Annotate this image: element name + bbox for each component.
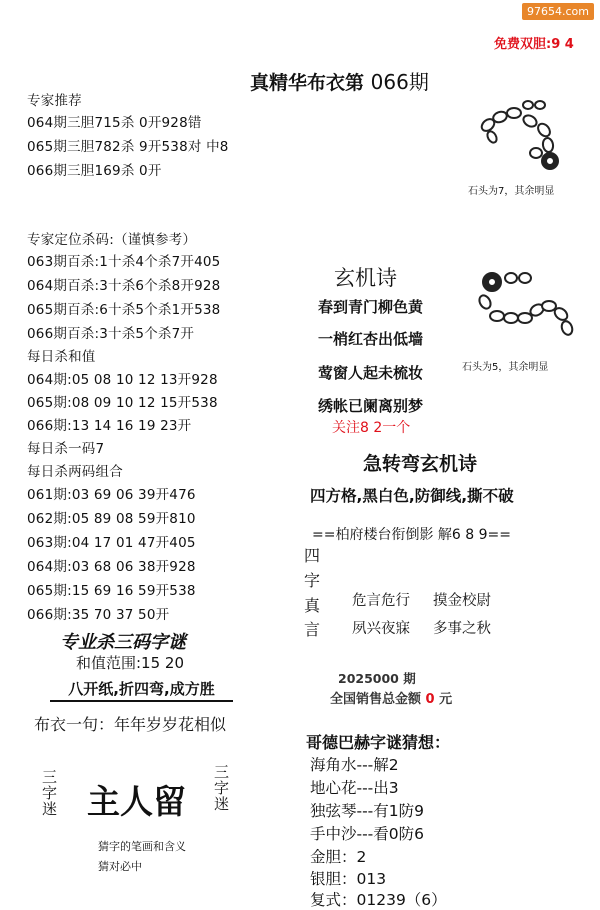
three-word-left-char: 字 [42,783,58,802]
three-word-right-char: 三 [214,763,230,781]
three-word-right [214,765,229,812]
three-word-left-char: 迷 [42,799,58,818]
poem-attention: 关注8 2一个 [332,420,411,436]
poem-line: 绣帐已阑离别梦 [318,397,424,415]
position-kill-line: 065期百杀:6十杀5个杀1开538 [27,302,221,318]
daily-two-line: 066期:35 70 37 50开 [27,607,170,623]
daily-two-heading: 每日杀两码组合 [27,464,123,480]
stone-chain-bottom-image [475,268,580,348]
daily-sum-line: 065期:08 09 10 12 15开538 [27,395,218,411]
sharp-turn-hint: ==柏府楼台衔倒影 解6 8 9== [312,527,511,543]
sales-total-prefix: 全国销售总金额 [330,692,422,707]
position-kill-line: 066期百杀:3十杀5个杀7开 [27,326,195,342]
expert-line: 066期三胆169杀 0开 [27,163,162,179]
four-words-item: 摸金校尉 [433,593,491,609]
four-words-label-char: 真 [304,595,321,615]
stone-caption-top: 石头为7，其余明显 [468,186,555,197]
expert-heading: 专家推荐 [27,93,82,109]
poem-line: 莺窗人起未梳妆 [318,364,424,382]
sales-issue: 2025000 期 [338,671,416,686]
goldbach-line: 复式：01239（6） [310,891,447,909]
position-kill-line: 064期百杀:3十杀6个杀8开928 [27,278,221,294]
four-words-item: 危言危行 [352,593,410,609]
daily-sum-line: 066期:13 14 16 19 23开 [27,418,192,434]
daily-sum-line: 064期:05 08 10 12 13开928 [27,372,218,388]
sharp-turn-line: 四方格,黑白色,防御线,撕不破 [310,487,514,505]
three-word-main: 主人留 [87,782,186,821]
three-word-left-char: 三 [42,768,58,786]
page-title [250,66,429,95]
daily-one: 每日杀一码7 [27,441,105,457]
title-issue: 066期 [370,70,429,94]
three-word-right-char: 字 [214,778,230,797]
four-words-label-char: 字 [304,570,321,590]
four-words-label-char: 言 [304,620,321,640]
four-words-item: 夙兴夜寐 [352,621,410,637]
goldbach-title: 哥德巴赫字谜猜想： [306,733,451,752]
buyi-sentence: 布衣一句：年年岁岁花相似 [34,715,227,734]
position-kill-heading: 专家定位杀码:（谨慎参考） [27,232,197,248]
goldbach-line: 海角水---解2 [310,756,399,774]
expert-line: 064期三胆715杀 0开928错 [27,115,202,131]
sales-total [330,688,452,707]
three-word-hint: 猜对必中 [98,860,142,873]
daily-two-line: 061期:03 69 06 39开476 [27,487,196,503]
sales-total-value: 0 [425,692,435,707]
daily-two-line: 065期:15 69 16 59开538 [27,583,196,599]
daily-two-line: 063期:04 17 01 47开405 [27,535,196,551]
daily-two-line: 064期:03 68 06 38开928 [27,559,196,575]
sales-total-suffix: 元 [439,692,453,707]
goldbach-line: 手中沙---看0防6 [310,825,425,843]
expert-line: 065期三胆782杀 9开538对 中8 [27,139,229,155]
position-kill-line: 063期百杀:1十杀4个杀7开405 [27,254,221,270]
title-main: 真精华布衣第 [250,72,365,94]
daily-sum-heading: 每日杀和值 [27,349,96,365]
poem-line: 一梢红杏出低墙 [318,330,424,348]
free-pair: 免费双胆:9 4 [494,37,574,52]
riddle3-phrase: 八开纸,折四弯,成方胜 [50,678,233,702]
riddle3-title: 专业杀三码字谜 [60,632,186,653]
stone-caption-bottom: 石头为5，其余明显 [462,362,549,373]
goldbach-line: 银胆：013 [310,870,387,888]
poem-line: 春到青门柳色黄 [318,298,424,316]
sharp-turn-title: 急转弯玄机诗 [363,453,478,475]
goldbach-line: 独弦琴---有1防9 [310,802,425,820]
riddle3-sum-range: 和值范围:15 20 [76,654,184,672]
four-words-label-char: 四 [304,546,321,565]
four-words-item: 多事之秋 [433,621,491,637]
three-word-left [42,770,57,817]
three-word-hint: 猜字的笔画和含义 [98,840,186,853]
four-words-label [304,544,320,643]
daily-two-line: 062期:05 89 08 59开810 [27,511,196,527]
goldbach-line: 地心花---出3 [310,779,399,797]
three-word-right-char: 迷 [214,794,230,813]
site-watermark: 97654.com [522,3,594,20]
poem-title: 玄机诗 [334,266,397,290]
stone-chain-top-image [478,95,583,183]
goldbach-line: 金胆：2 [310,848,367,866]
